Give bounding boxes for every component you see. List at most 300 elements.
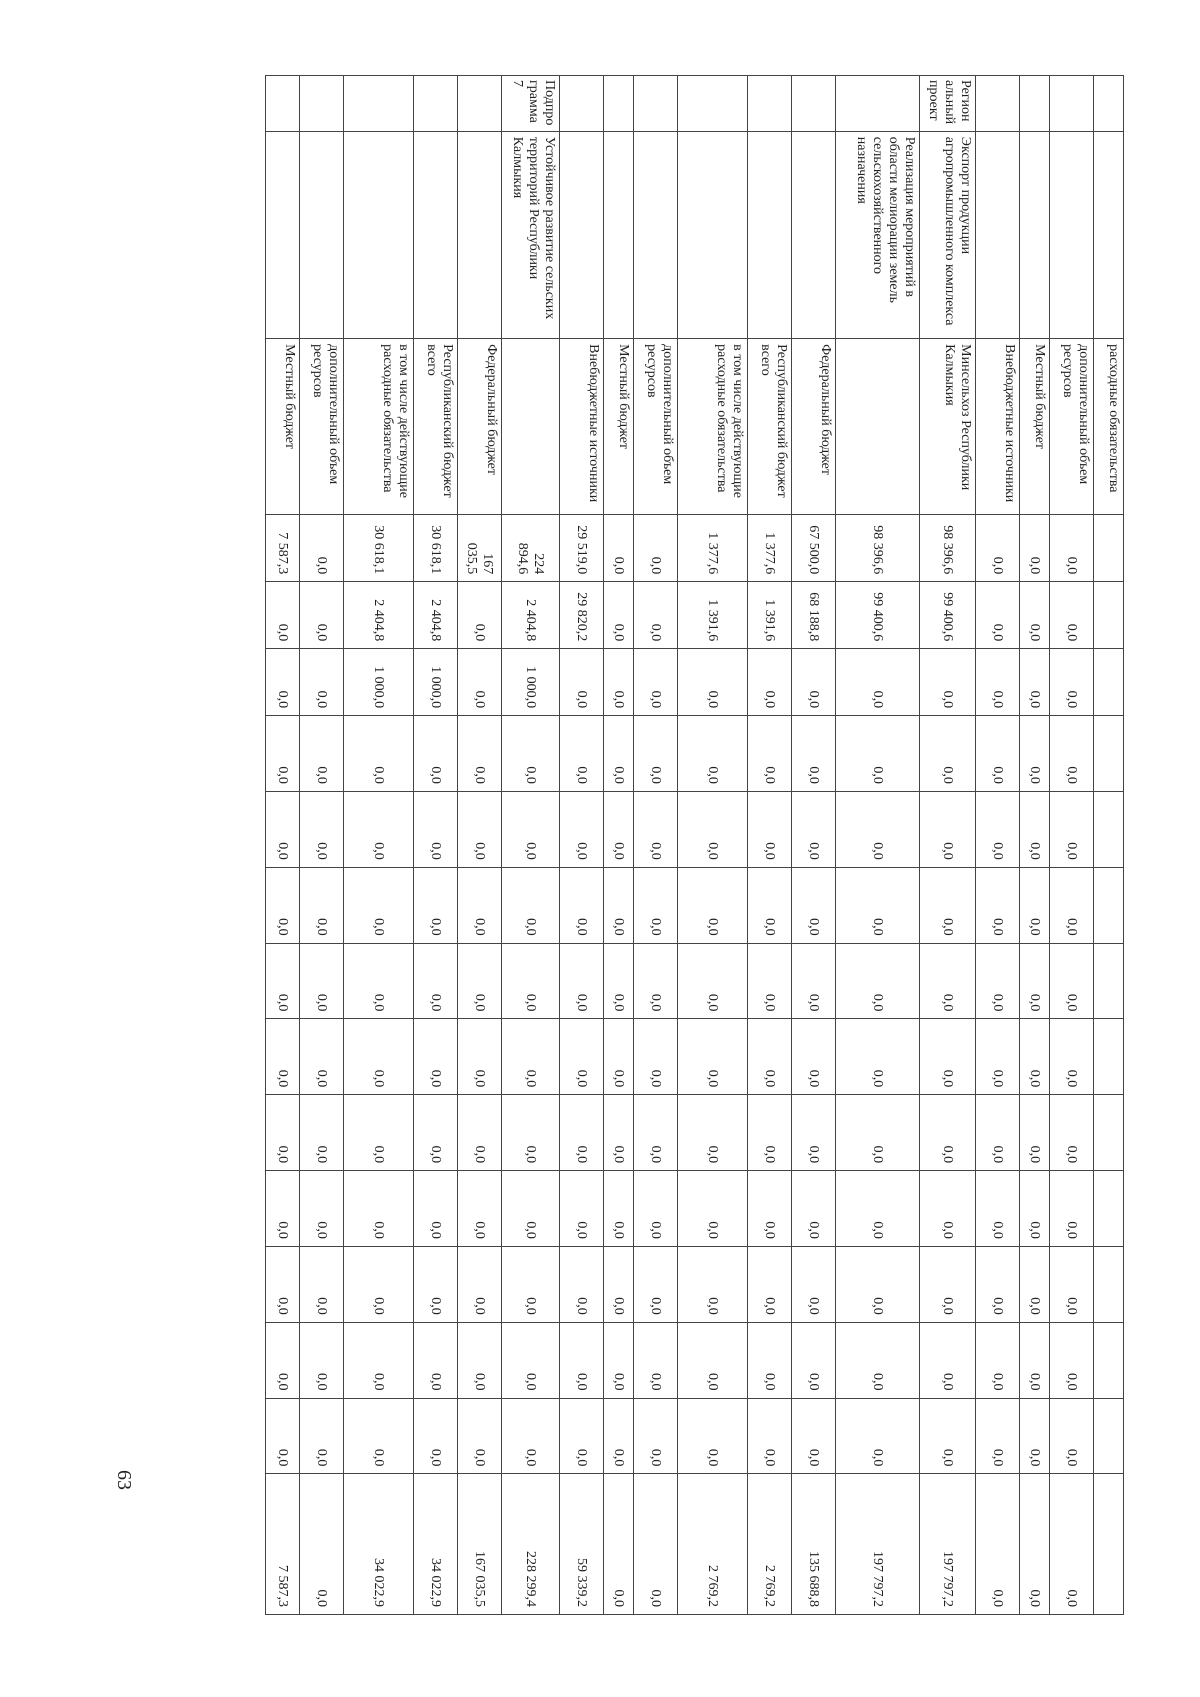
- row-source-cell: дополнительный объем ресурсов: [634, 339, 678, 515]
- value-cell: 0,0: [976, 867, 1020, 943]
- value-cell: 0,0: [1020, 1246, 1050, 1322]
- value-cell: 0,0: [560, 943, 604, 1019]
- total-value-cell: 0,0: [976, 1474, 1020, 1615]
- value-cell: 0,0: [1020, 1171, 1050, 1247]
- table-body: [266, 76, 1124, 1615]
- row-code-cell: [560, 76, 604, 132]
- value-cell: 167 035,5: [458, 515, 502, 582]
- value-cell: 0,0: [920, 943, 976, 1019]
- value-cell: 0,0: [920, 867, 976, 943]
- value-cell: 0,0: [266, 1019, 300, 1095]
- row-code-cell: Подпрограмма 7: [502, 76, 560, 132]
- value-cell: 0,0: [266, 1246, 300, 1322]
- value-cell: 0,0: [976, 716, 1020, 792]
- value-cell: 1 000,0: [502, 649, 560, 716]
- row-code-cell: [748, 76, 792, 132]
- value-cell: 0,0: [634, 1095, 678, 1171]
- value-cell: 0,0: [976, 1398, 1020, 1474]
- value-cell: 0,0: [458, 1171, 502, 1247]
- value-cell: 29 519,0: [560, 515, 604, 582]
- value-cell: 0,0: [1050, 1019, 1094, 1095]
- value-cell: 0,0: [792, 1398, 836, 1474]
- table-row: [748, 76, 792, 1615]
- total-value-cell: 0,0: [634, 1474, 678, 1615]
- value-cell: 0,0: [604, 582, 634, 649]
- value-cell: 0,0: [836, 1171, 920, 1247]
- value-cell: 0,0: [604, 867, 634, 943]
- value-cell: 0,0: [266, 716, 300, 792]
- value-cell: 0,0: [560, 1322, 604, 1398]
- row-source-cell: в том числе действующие расходные обязательства: [678, 339, 748, 515]
- value-cell: 0,0: [560, 1019, 604, 1095]
- value-cell: 0,0: [976, 515, 1020, 582]
- value-cell: 2 404,8: [344, 582, 414, 649]
- row-source-cell: Местный бюджет: [266, 339, 300, 515]
- value-cell: 0,0: [502, 943, 560, 1019]
- row-title-cell: [1094, 131, 1124, 338]
- row-source-cell: дополнительный объем ресурсов: [1050, 339, 1094, 515]
- value-cell: [1094, 1171, 1124, 1247]
- total-value-cell: 0,0: [604, 1474, 634, 1615]
- value-cell: 0,0: [976, 1322, 1020, 1398]
- value-cell: 0,0: [836, 867, 920, 943]
- total-value-cell: 2 769,2: [748, 1474, 792, 1615]
- value-cell: 0,0: [1020, 582, 1050, 649]
- value-cell: 0,0: [1020, 1019, 1050, 1095]
- value-cell: 0,0: [634, 649, 678, 716]
- value-cell: 0,0: [560, 649, 604, 716]
- value-cell: 0,0: [300, 1019, 344, 1095]
- value-cell: 0,0: [300, 1322, 344, 1398]
- value-cell: 0,0: [792, 1095, 836, 1171]
- value-cell: 0,0: [560, 791, 604, 867]
- table-row: [1050, 76, 1094, 1615]
- value-cell: [1094, 791, 1124, 867]
- value-cell: 0,0: [678, 1322, 748, 1398]
- row-title-cell: [1050, 131, 1094, 338]
- value-cell: 0,0: [1020, 867, 1050, 943]
- value-cell: 0,0: [502, 1398, 560, 1474]
- table-row: [920, 76, 976, 1615]
- total-value-cell: 34 022,9: [344, 1474, 414, 1615]
- value-cell: 67 500,0: [792, 515, 836, 582]
- row-title-cell: [634, 131, 678, 338]
- value-cell: 0,0: [976, 1246, 1020, 1322]
- row-title-cell: [560, 131, 604, 338]
- row-source-cell: [836, 339, 920, 515]
- value-cell: 0,0: [1020, 515, 1050, 582]
- total-value-cell: 0,0: [1050, 1474, 1094, 1615]
- value-cell: 1 391,6: [678, 582, 748, 649]
- row-source-cell: дополнительный объем ресурсов: [300, 339, 344, 515]
- value-cell: 2 404,8: [502, 582, 560, 649]
- value-cell: 30 618,1: [414, 515, 458, 582]
- value-cell: 0,0: [976, 791, 1020, 867]
- value-cell: [1094, 1398, 1124, 1474]
- value-cell: 0,0: [344, 1171, 414, 1247]
- table-row: [560, 76, 604, 1615]
- value-cell: 0,0: [344, 867, 414, 943]
- total-value-cell: 135 688,8: [792, 1474, 836, 1615]
- value-cell: 0,0: [458, 791, 502, 867]
- value-cell: 0,0: [836, 791, 920, 867]
- value-cell: 0,0: [678, 943, 748, 1019]
- value-cell: 0,0: [1020, 1322, 1050, 1398]
- value-cell: 0,0: [300, 716, 344, 792]
- value-cell: 0,0: [748, 1322, 792, 1398]
- value-cell: 1 377,6: [678, 515, 748, 582]
- value-cell: 0,0: [266, 867, 300, 943]
- value-cell: 0,0: [836, 1246, 920, 1322]
- budget-table: [265, 75, 1124, 1615]
- value-cell: 0,0: [344, 791, 414, 867]
- value-cell: 0,0: [266, 791, 300, 867]
- value-cell: 0,0: [920, 1398, 976, 1474]
- total-value-cell: 228 299,4: [502, 1474, 560, 1615]
- value-cell: 0,0: [266, 649, 300, 716]
- value-cell: 0,0: [604, 1322, 634, 1398]
- value-cell: 0,0: [1050, 1095, 1094, 1171]
- table-row: [414, 76, 458, 1615]
- value-cell: 0,0: [634, 716, 678, 792]
- value-cell: 0,0: [792, 943, 836, 1019]
- value-cell: 0,0: [300, 791, 344, 867]
- value-cell: 0,0: [300, 867, 344, 943]
- value-cell: 0,0: [502, 1171, 560, 1247]
- value-cell: 0,0: [836, 1095, 920, 1171]
- value-cell: 0,0: [836, 716, 920, 792]
- value-cell: 0,0: [300, 515, 344, 582]
- value-cell: 0,0: [634, 1019, 678, 1095]
- value-cell: 0,0: [604, 791, 634, 867]
- row-code-cell: [1094, 76, 1124, 132]
- value-cell: 0,0: [748, 716, 792, 792]
- value-cell: 0,0: [502, 867, 560, 943]
- value-cell: 0,0: [748, 791, 792, 867]
- value-cell: 0,0: [1050, 791, 1094, 867]
- value-cell: 0,0: [344, 1398, 414, 1474]
- total-value-cell: 59 339,2: [560, 1474, 604, 1615]
- value-cell: 0,0: [458, 1322, 502, 1398]
- value-cell: 0,0: [604, 1019, 634, 1095]
- value-cell: [1094, 1246, 1124, 1322]
- value-cell: [1094, 943, 1124, 1019]
- row-source-cell: Внебюджетные источники: [560, 339, 604, 515]
- value-cell: 0,0: [920, 1019, 976, 1095]
- value-cell: 0,0: [266, 1398, 300, 1474]
- row-source-cell: Федеральный бюджет: [458, 339, 502, 515]
- value-cell: 0,0: [748, 1171, 792, 1247]
- row-title-cell: Экспорт продукции агропромышленного комплекса: [920, 131, 976, 338]
- value-cell: 30 618,1: [344, 515, 414, 582]
- value-cell: 29 820,2: [560, 582, 604, 649]
- value-cell: 0,0: [678, 1171, 748, 1247]
- value-cell: 0,0: [748, 867, 792, 943]
- value-cell: 0,0: [458, 1246, 502, 1322]
- value-cell: 0,0: [792, 1322, 836, 1398]
- table-row: [976, 76, 1020, 1615]
- value-cell: 0,0: [976, 1171, 1020, 1247]
- value-cell: 0,0: [748, 649, 792, 716]
- row-title-cell: [458, 131, 502, 338]
- value-cell: 0,0: [678, 1019, 748, 1095]
- value-cell: 0,0: [1050, 1246, 1094, 1322]
- value-cell: 0,0: [344, 943, 414, 1019]
- row-code-cell: [458, 76, 502, 132]
- row-source-cell: расходные обязательства: [1094, 339, 1124, 515]
- value-cell: 0,0: [634, 943, 678, 1019]
- value-cell: 0,0: [300, 649, 344, 716]
- table-row: [836, 76, 920, 1615]
- table-row: [502, 76, 560, 1615]
- value-cell: 7 587,3: [266, 515, 300, 582]
- value-cell: 0,0: [1050, 1322, 1094, 1398]
- value-cell: 0,0: [502, 1322, 560, 1398]
- row-code-cell: [678, 76, 748, 132]
- value-cell: [1094, 515, 1124, 582]
- value-cell: 0,0: [604, 1171, 634, 1247]
- value-cell: 0,0: [560, 867, 604, 943]
- value-cell: 0,0: [414, 791, 458, 867]
- value-cell: 0,0: [266, 943, 300, 1019]
- value-cell: 0,0: [1020, 943, 1050, 1019]
- value-cell: 0,0: [300, 1398, 344, 1474]
- value-cell: 0,0: [560, 1246, 604, 1322]
- value-cell: 0,0: [1050, 1171, 1094, 1247]
- value-cell: 0,0: [634, 1246, 678, 1322]
- value-cell: 0,0: [344, 1019, 414, 1095]
- value-cell: 0,0: [678, 649, 748, 716]
- total-value-cell: 7 587,3: [266, 1474, 300, 1615]
- value-cell: 0,0: [976, 582, 1020, 649]
- value-cell: 99 400,6: [920, 582, 976, 649]
- value-cell: 0,0: [414, 716, 458, 792]
- value-cell: 0,0: [1050, 515, 1094, 582]
- value-cell: 0,0: [1050, 582, 1094, 649]
- value-cell: 99 400,6: [836, 582, 920, 649]
- table-row: [792, 76, 836, 1615]
- value-cell: 0,0: [1050, 649, 1094, 716]
- value-cell: [1094, 649, 1124, 716]
- table-row: [678, 76, 748, 1615]
- row-code-cell: [344, 76, 414, 132]
- value-cell: 0,0: [266, 1322, 300, 1398]
- value-cell: 0,0: [414, 1398, 458, 1474]
- value-cell: 0,0: [748, 1095, 792, 1171]
- row-title-cell: [792, 131, 836, 338]
- row-code-cell: [1050, 76, 1094, 132]
- table-row: [266, 76, 300, 1615]
- row-code-cell: [414, 76, 458, 132]
- row-title-cell: [748, 131, 792, 338]
- total-value-cell: 0,0: [300, 1474, 344, 1615]
- value-cell: 0,0: [678, 1398, 748, 1474]
- value-cell: 0,0: [300, 943, 344, 1019]
- value-cell: 0,0: [344, 716, 414, 792]
- row-source-cell: Федеральный бюджет: [792, 339, 836, 515]
- value-cell: [1094, 716, 1124, 792]
- row-source-cell: Минсельхоз Республики Калмыкия: [920, 339, 976, 515]
- value-cell: 0,0: [634, 1398, 678, 1474]
- value-cell: 0,0: [678, 1095, 748, 1171]
- total-value-cell: 0,0: [1020, 1474, 1050, 1615]
- value-cell: 0,0: [792, 649, 836, 716]
- value-cell: 98 396,6: [836, 515, 920, 582]
- page-number: 63: [113, 1470, 135, 1490]
- value-cell: 0,0: [678, 716, 748, 792]
- value-cell: 0,0: [792, 867, 836, 943]
- value-cell: 0,0: [560, 1398, 604, 1474]
- table-row: [604, 76, 634, 1615]
- value-cell: 0,0: [748, 943, 792, 1019]
- value-cell: 0,0: [300, 582, 344, 649]
- value-cell: 0,0: [344, 1322, 414, 1398]
- value-cell: 0,0: [414, 1019, 458, 1095]
- value-cell: 0,0: [414, 1171, 458, 1247]
- total-value-cell: 167 035,5: [458, 1474, 502, 1615]
- value-cell: 0,0: [414, 1246, 458, 1322]
- total-value-cell: 197 797,2: [920, 1474, 976, 1615]
- value-cell: 0,0: [792, 1171, 836, 1247]
- value-cell: 0,0: [344, 1095, 414, 1171]
- value-cell: 0,0: [1020, 1398, 1050, 1474]
- value-cell: 0,0: [458, 867, 502, 943]
- table-row: [634, 76, 678, 1615]
- value-cell: 0,0: [920, 1095, 976, 1171]
- total-value-cell: 197 797,2: [836, 1474, 920, 1615]
- row-code-cell: [1020, 76, 1050, 132]
- value-cell: 0,0: [458, 582, 502, 649]
- value-cell: [1094, 582, 1124, 649]
- value-cell: 0,0: [344, 1246, 414, 1322]
- value-cell: 0,0: [792, 716, 836, 792]
- row-code-cell: [300, 76, 344, 132]
- value-cell: 0,0: [502, 791, 560, 867]
- value-cell: 224 894,6: [502, 515, 560, 582]
- row-code-cell: Региональный проект: [920, 76, 976, 132]
- row-code-cell: [634, 76, 678, 132]
- row-title-cell: [678, 131, 748, 338]
- table-row: [300, 76, 344, 1615]
- value-cell: 0,0: [836, 1398, 920, 1474]
- value-cell: 0,0: [458, 1398, 502, 1474]
- value-cell: 0,0: [634, 1322, 678, 1398]
- row-title-cell: [1020, 131, 1050, 338]
- value-cell: 0,0: [976, 649, 1020, 716]
- value-cell: [1094, 1095, 1124, 1171]
- value-cell: 0,0: [920, 716, 976, 792]
- value-cell: 0,0: [1020, 1095, 1050, 1171]
- value-cell: 1 377,6: [748, 515, 792, 582]
- value-cell: 0,0: [1020, 716, 1050, 792]
- value-cell: 0,0: [502, 1095, 560, 1171]
- value-cell: 0,0: [560, 1095, 604, 1171]
- value-cell: 0,0: [414, 943, 458, 1019]
- value-cell: 0,0: [748, 1019, 792, 1095]
- value-cell: 0,0: [748, 1246, 792, 1322]
- row-code-cell: [604, 76, 634, 132]
- value-cell: 0,0: [604, 515, 634, 582]
- value-cell: 0,0: [976, 1019, 1020, 1095]
- value-cell: 0,0: [836, 649, 920, 716]
- row-code-cell: [836, 76, 920, 132]
- value-cell: 0,0: [836, 943, 920, 1019]
- value-cell: 98 396,6: [920, 515, 976, 582]
- value-cell: 0,0: [792, 1246, 836, 1322]
- table-row: [1020, 76, 1050, 1615]
- value-cell: 0,0: [458, 716, 502, 792]
- value-cell: 0,0: [458, 1095, 502, 1171]
- total-value-cell: 34 022,9: [414, 1474, 458, 1615]
- row-code-cell: [792, 76, 836, 132]
- value-cell: 0,0: [604, 1095, 634, 1171]
- value-cell: 1 000,0: [344, 649, 414, 716]
- value-cell: 0,0: [604, 943, 634, 1019]
- value-cell: 0,0: [836, 1322, 920, 1398]
- value-cell: 0,0: [920, 791, 976, 867]
- value-cell: 68 188,8: [792, 582, 836, 649]
- value-cell: 0,0: [634, 1171, 678, 1247]
- value-cell: 0,0: [678, 1246, 748, 1322]
- value-cell: 0,0: [976, 1095, 1020, 1171]
- value-cell: 0,0: [502, 1019, 560, 1095]
- value-cell: 0,0: [414, 1095, 458, 1171]
- table-row: [458, 76, 502, 1615]
- row-source-cell: Внебюджетные источники: [976, 339, 1020, 515]
- value-cell: 0,0: [634, 867, 678, 943]
- value-cell: 0,0: [1050, 943, 1094, 1019]
- value-cell: 0,0: [300, 1171, 344, 1247]
- value-cell: 0,0: [1050, 1398, 1094, 1474]
- value-cell: [1094, 867, 1124, 943]
- value-cell: 0,0: [920, 1171, 976, 1247]
- value-cell: 0,0: [836, 1019, 920, 1095]
- value-cell: 2 404,8: [414, 582, 458, 649]
- row-code-cell: [266, 76, 300, 132]
- value-cell: 0,0: [414, 867, 458, 943]
- row-title-cell: [266, 131, 300, 338]
- row-title-cell: [414, 131, 458, 338]
- value-cell: 0,0: [458, 943, 502, 1019]
- value-cell: 0,0: [792, 791, 836, 867]
- value-cell: [1094, 1019, 1124, 1095]
- row-code-cell: [976, 76, 1020, 132]
- row-source-cell: Республиканский бюджет всего: [748, 339, 792, 515]
- value-cell: 0,0: [1020, 791, 1050, 867]
- row-title-cell: [344, 131, 414, 338]
- row-source-cell: Местный бюджет: [604, 339, 634, 515]
- row-title-cell: [300, 131, 344, 338]
- value-cell: 0,0: [560, 1171, 604, 1247]
- value-cell: 0,0: [920, 1322, 976, 1398]
- value-cell: 0,0: [300, 1095, 344, 1171]
- value-cell: 1 391,6: [748, 582, 792, 649]
- total-value-cell: [1094, 1474, 1124, 1615]
- row-source-cell: в том числе действующие расходные обязательства: [344, 339, 414, 515]
- value-cell: 0,0: [604, 649, 634, 716]
- value-cell: 0,0: [748, 1398, 792, 1474]
- value-cell: 0,0: [634, 582, 678, 649]
- row-source-cell: Местный бюджет: [1020, 339, 1050, 515]
- value-cell: 0,0: [634, 515, 678, 582]
- value-cell: 0,0: [634, 791, 678, 867]
- value-cell: 0,0: [604, 1398, 634, 1474]
- value-cell: 0,0: [560, 716, 604, 792]
- value-cell: 0,0: [1050, 716, 1094, 792]
- row-title-cell: Реализация мероприятий в области мелиорации земель сельскохозяйственного назначения: [836, 131, 920, 338]
- row-source-cell: [502, 339, 560, 515]
- value-cell: 0,0: [266, 582, 300, 649]
